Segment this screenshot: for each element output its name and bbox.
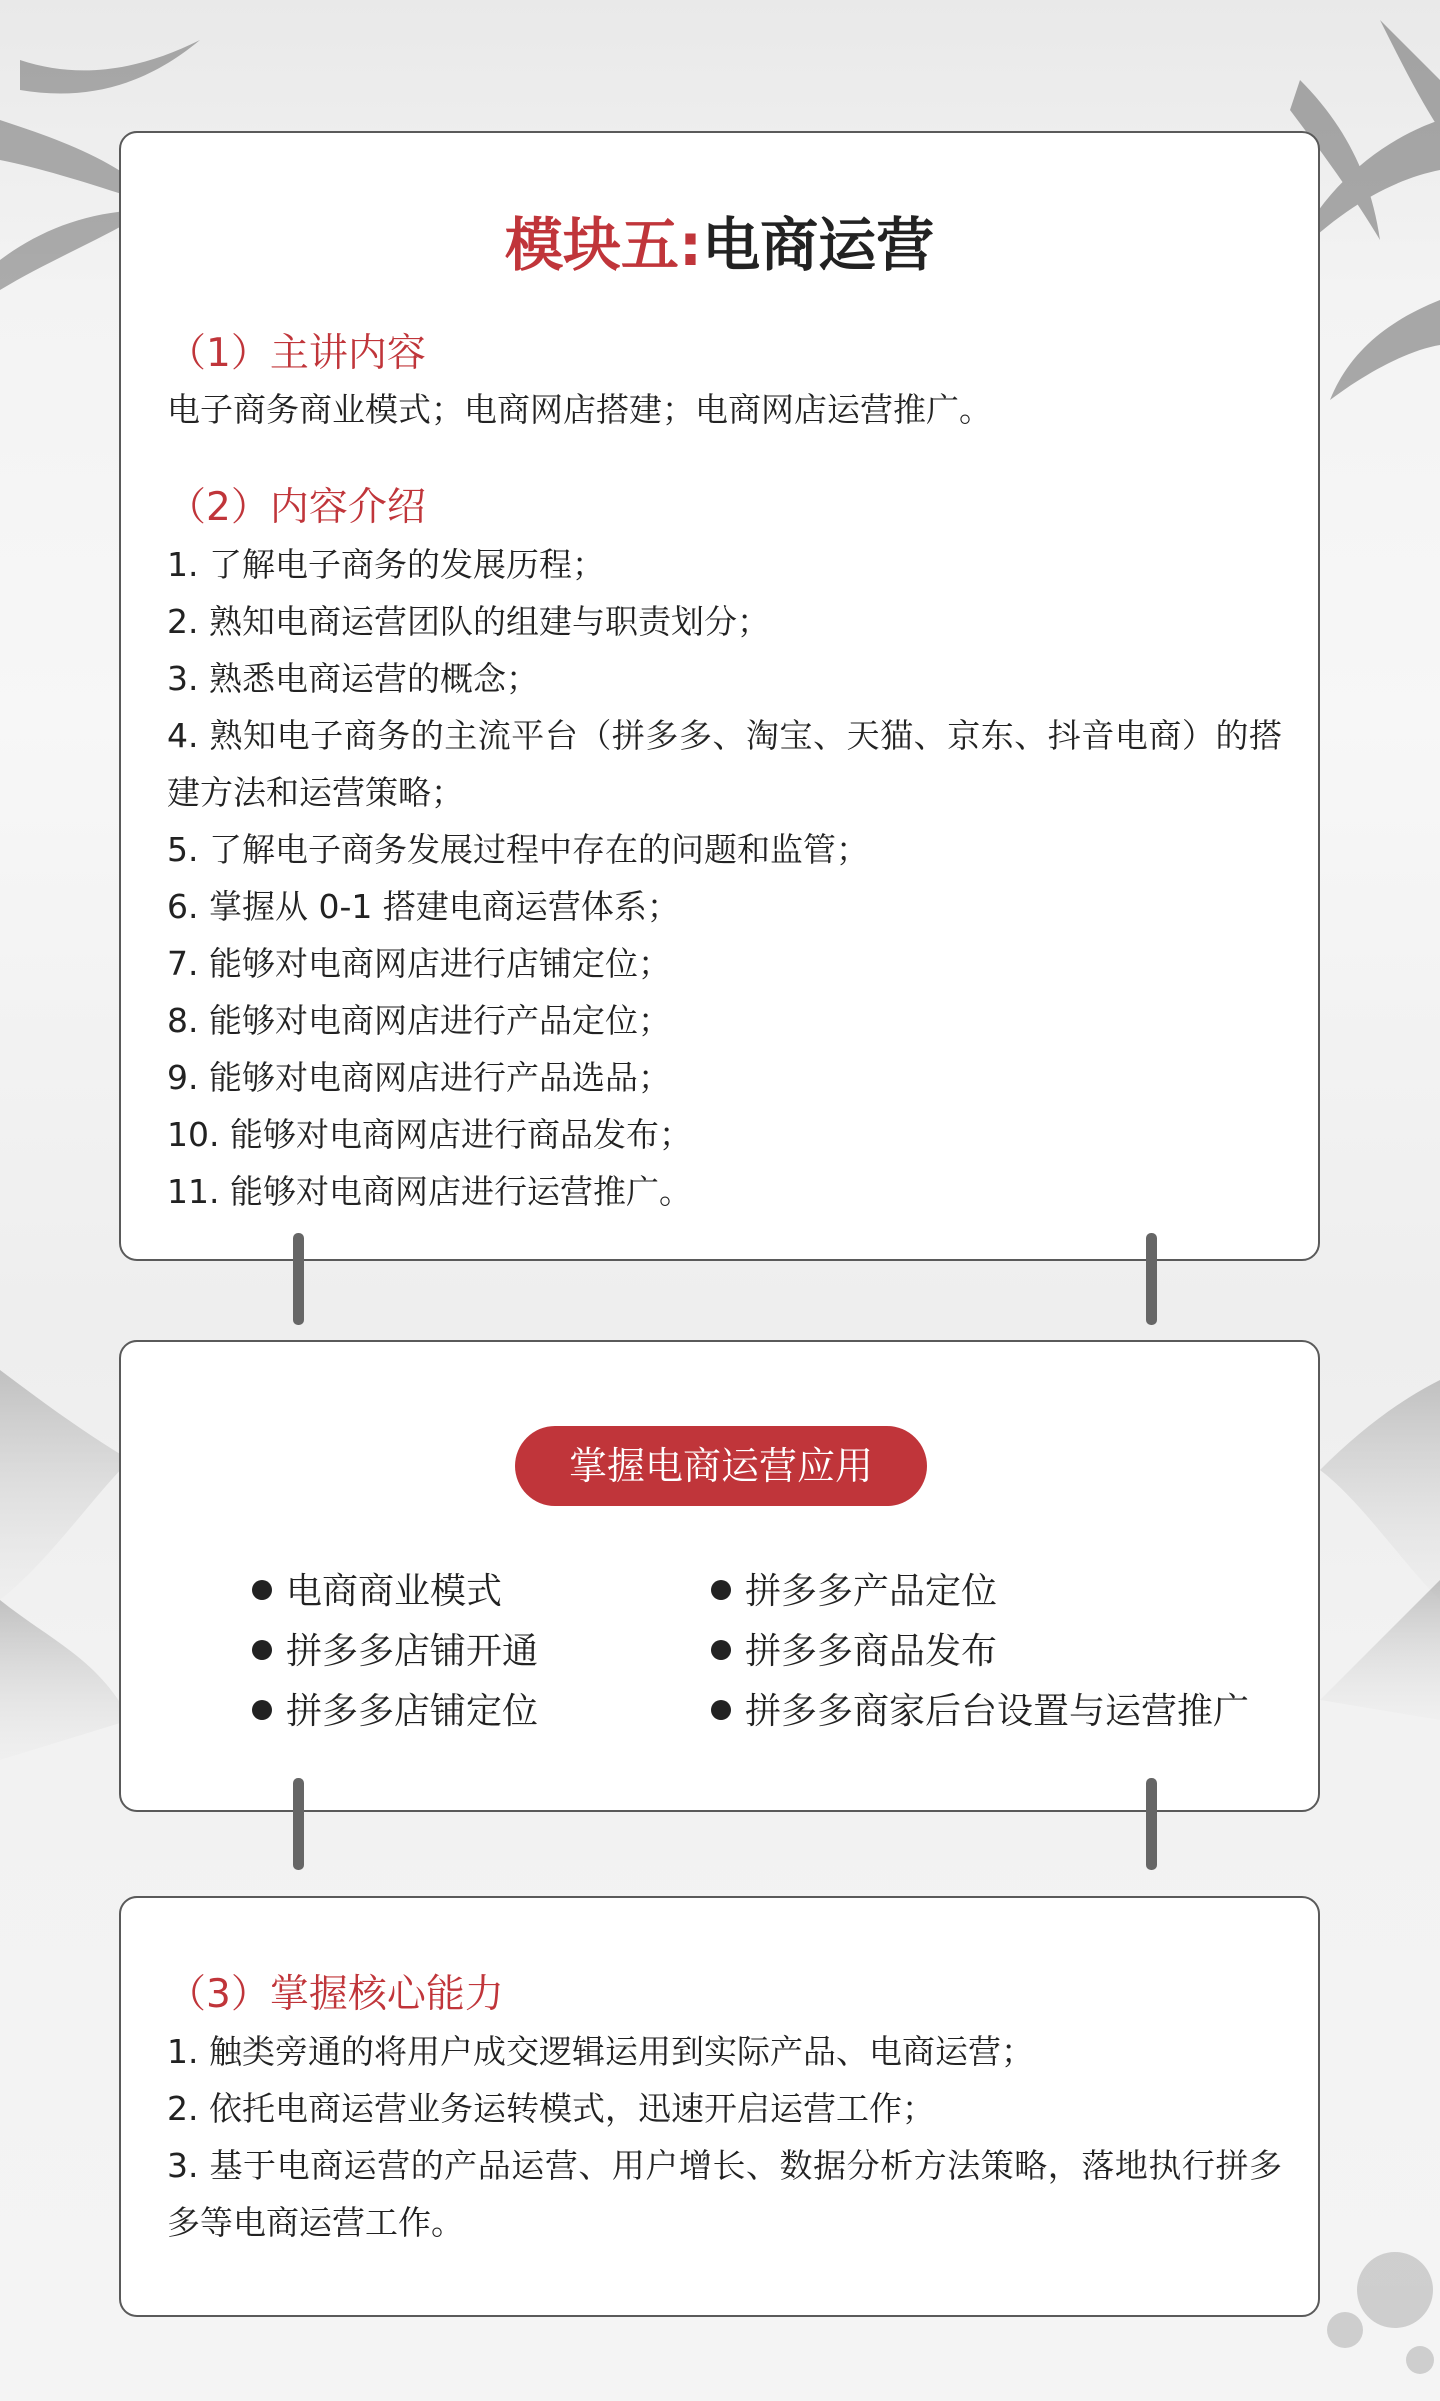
skills-pill-badge: 掌握电商运营应用 [515,1426,927,1506]
list-item: 7. 能够对电商网店进行店铺定位； [167,944,671,983]
skill-item [252,1682,538,1742]
list-item: 3. 基于电商运营的产品运营、用户增长、数据分析方法策略，落地执行拼多多等电商运营工作。 [167,2146,1282,2242]
list-item: 5. 了解电子商务发展过程中存在的问题和监管； [167,830,869,869]
lecture-summary: 电子商务商业模式；电商网店搭建；电商网店运营推广。 [167,390,992,429]
connector-bar-left-bottom [293,1778,304,1870]
section-heading-abilities: （3）掌握核心能力 [167,1972,504,2017]
mountains-right [1320,1380,1440,1720]
section-heading-lecture: （1）主讲内容 [167,331,426,376]
connector-bar-left-top [293,1233,304,1325]
mountains-left [0,1370,130,1760]
bullet-icon [711,1700,731,1720]
list-item: 6. 掌握从 0-1 搭建电商运营体系； [167,887,680,926]
skill-label: 拼多多店铺定位 [286,1691,539,1732]
skill-label: 拼多多产品定位 [745,1571,998,1612]
title-module-name: 电商运营 [702,211,935,279]
bullet-icon [252,1580,272,1600]
list-item: 3. 熟悉电商运营的概念； [167,659,539,698]
connector-bar-right-top [1146,1233,1157,1325]
skill-item [711,1682,1249,1742]
connector-bar-right-bottom [1146,1778,1157,1870]
title-module-number: 模块五: [504,211,703,279]
list-item: 2. 熟知电商运营团队的组建与职责划分； [167,602,770,641]
list-item: 8. 能够对电商网店进行产品定位； [167,1001,671,1040]
list-item: 2. 依托电商运营业务运转模式，迅速开启运营工作； [167,2089,935,2128]
ink-splash [1327,2252,1434,2374]
list-item: 4. 熟知电子商务的主流平台（拼多多、淘宝、天猫、京东、抖音电商）的搭建方法和运营策略； [167,716,1282,812]
bullet-icon [252,1640,272,1660]
skill-label: 拼多多商品发布 [745,1631,998,1672]
abilities-list [167,2023,1282,2251]
list-item: 1. 触类旁通的将用户成交逻辑运用到实际产品、电商运营； [167,2032,1034,2071]
bullet-icon [711,1580,731,1600]
skill-label: 拼多多商家后台设置与运营推广 [745,1691,1250,1732]
page-title [121,205,1318,285]
bullet-icon [252,1700,272,1720]
list-item: 11. 能够对电商网店进行运营推广。 [167,1172,692,1211]
list-item: 1. 了解电子商务的发展历程； [167,545,605,584]
list-item: 9. 能够对电商网店进行产品选品； [167,1058,671,1097]
skills-list-left [252,1562,538,1742]
bullet-icon [711,1640,731,1660]
module-content-card [119,131,1320,1261]
skill-item [711,1562,1249,1622]
list-item: 10. 能够对电商网店进行商品发布； [167,1115,692,1154]
skill-label: 电商商业模式 [286,1571,503,1612]
section-heading-content: （2）内容介绍 [167,485,426,530]
abilities-card [119,1896,1320,2317]
skill-label: 拼多多店铺开通 [286,1631,539,1672]
skill-item [252,1622,538,1682]
skill-item [252,1562,538,1622]
skill-item [711,1622,1249,1682]
skills-list-right [711,1562,1249,1742]
content-list [167,536,1282,1220]
skills-card [119,1340,1320,1812]
